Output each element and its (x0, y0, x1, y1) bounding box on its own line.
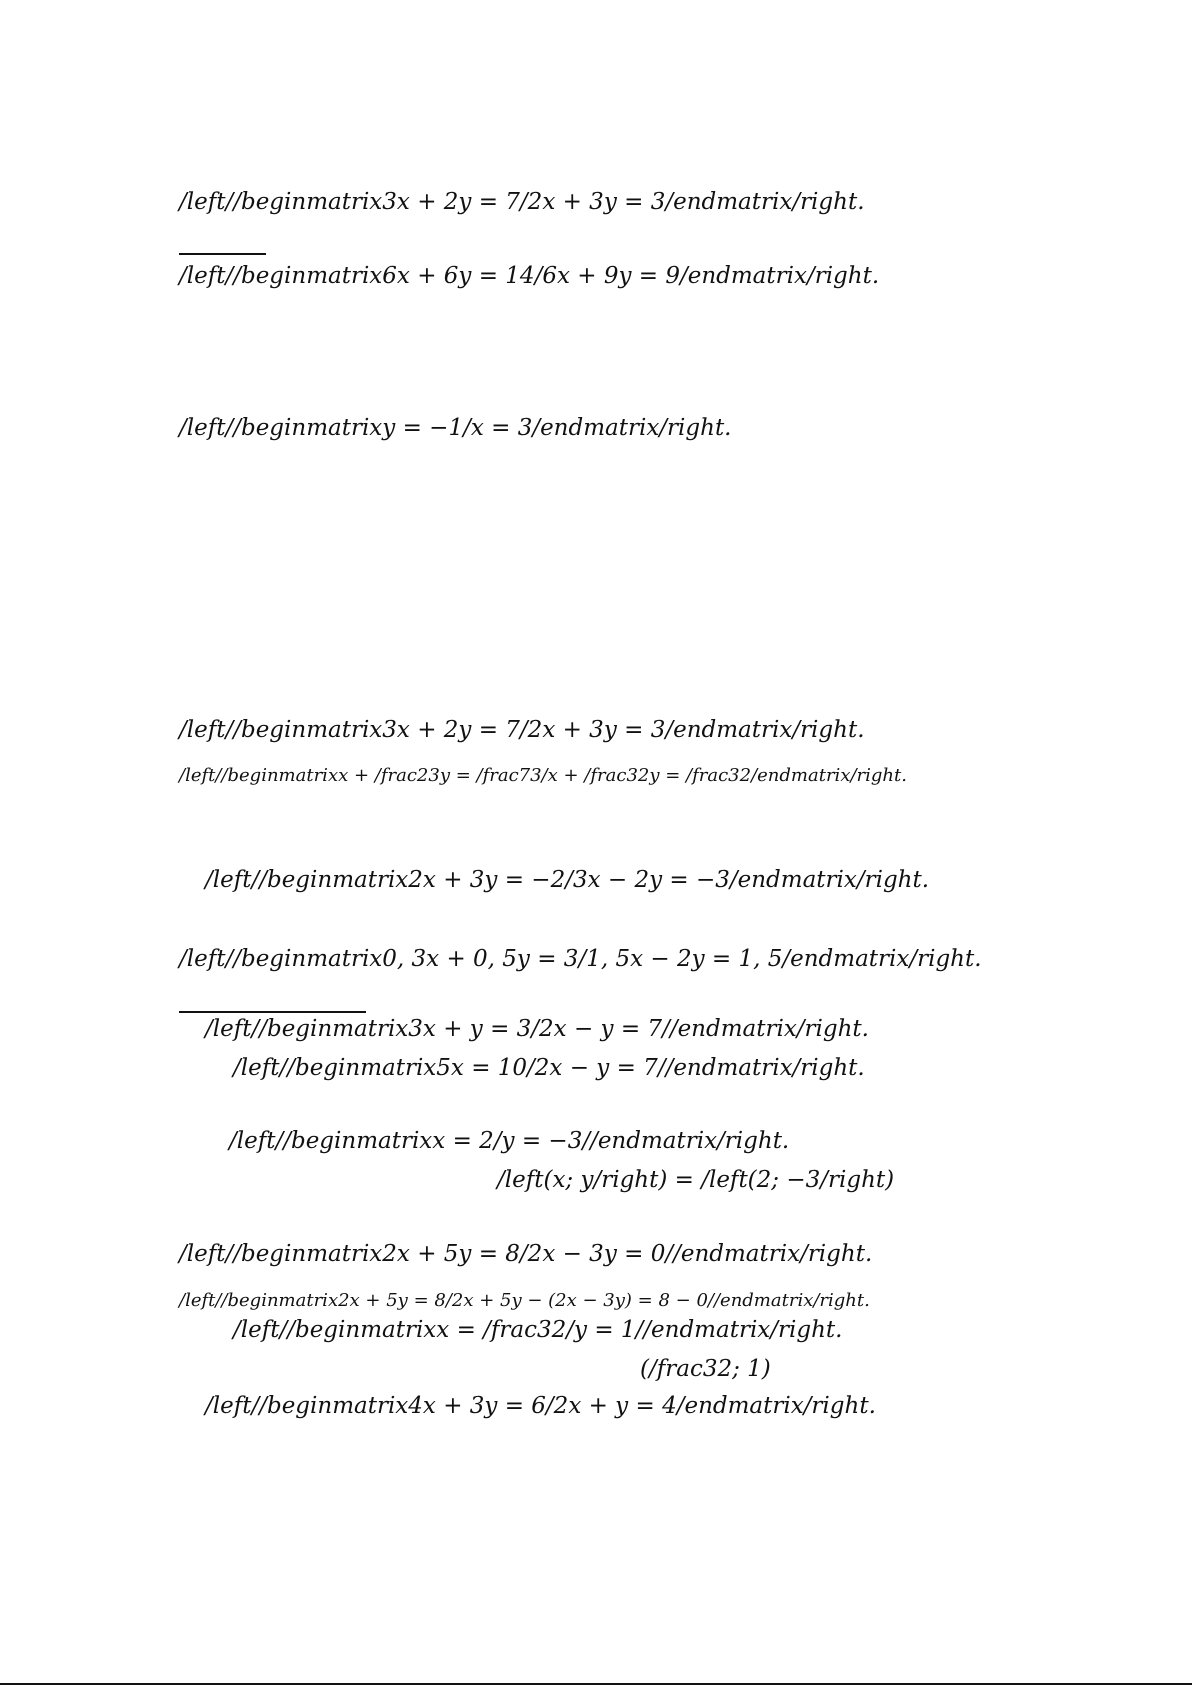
equation-9: /left//beginmatrix5x = 10/2x − y = 7//endmatrix/right. (233, 1055, 865, 1081)
equation-12: /left//beginmatrix2x + 5y = 8/2x − 3y = 0//endmatrix/right. (179, 1241, 873, 1267)
equation-8: /left//beginmatrix3x + y = 3/2x − y = 7//endmatrix/right. (205, 1016, 869, 1042)
equation-14: /left//beginmatrixx = /frac32/y = 1//endmatrix/right. (233, 1317, 843, 1343)
equation-3: /left//beginmatrixy = −1/x = 3/endmatrix/right. (179, 415, 732, 441)
equation-10: /left//beginmatrixx = 2/y = −3//endmatrix/right. (229, 1128, 790, 1154)
equation-5: /left//beginmatrixx + /frac23y = /frac73/x + /frac32y = /frac32/endmatrix/right. (179, 765, 907, 786)
equation-13: /left//beginmatrix2x + 5y = 8/2x + 5y − (2x − 3y) = 8 − 0//endmatrix/right. (179, 1290, 870, 1311)
equation-2: /left//beginmatrix6x + 6y = 14/6x + 9y = 9/endmatrix/right. (179, 263, 880, 289)
equation-16: /left//beginmatrix4x + 3y = 6/2x + y = 4/endmatrix/right. (205, 1393, 876, 1419)
equation-15: (/frac32; 1) (640, 1356, 771, 1382)
equation-11: /left(x; y/right) = /left(2; −3/right) (497, 1167, 895, 1193)
divider-rule (179, 253, 266, 255)
equation-1: /left//beginmatrix3x + 2y = 7/2x + 3y = 3/endmatrix/right. (179, 189, 865, 215)
equation-4: /left//beginmatrix3x + 2y = 7/2x + 3y = 3/endmatrix/right. (179, 717, 865, 743)
equation-7: /left//beginmatrix0, 3x + 0, 5y = 3/1, 5x − 2y = 1, 5/endmatrix/right. (179, 946, 982, 972)
divider-rule (179, 1011, 366, 1013)
equation-6: /left//beginmatrix2x + 3y = −2/3x − 2y = −3/endmatrix/right. (205, 867, 930, 893)
